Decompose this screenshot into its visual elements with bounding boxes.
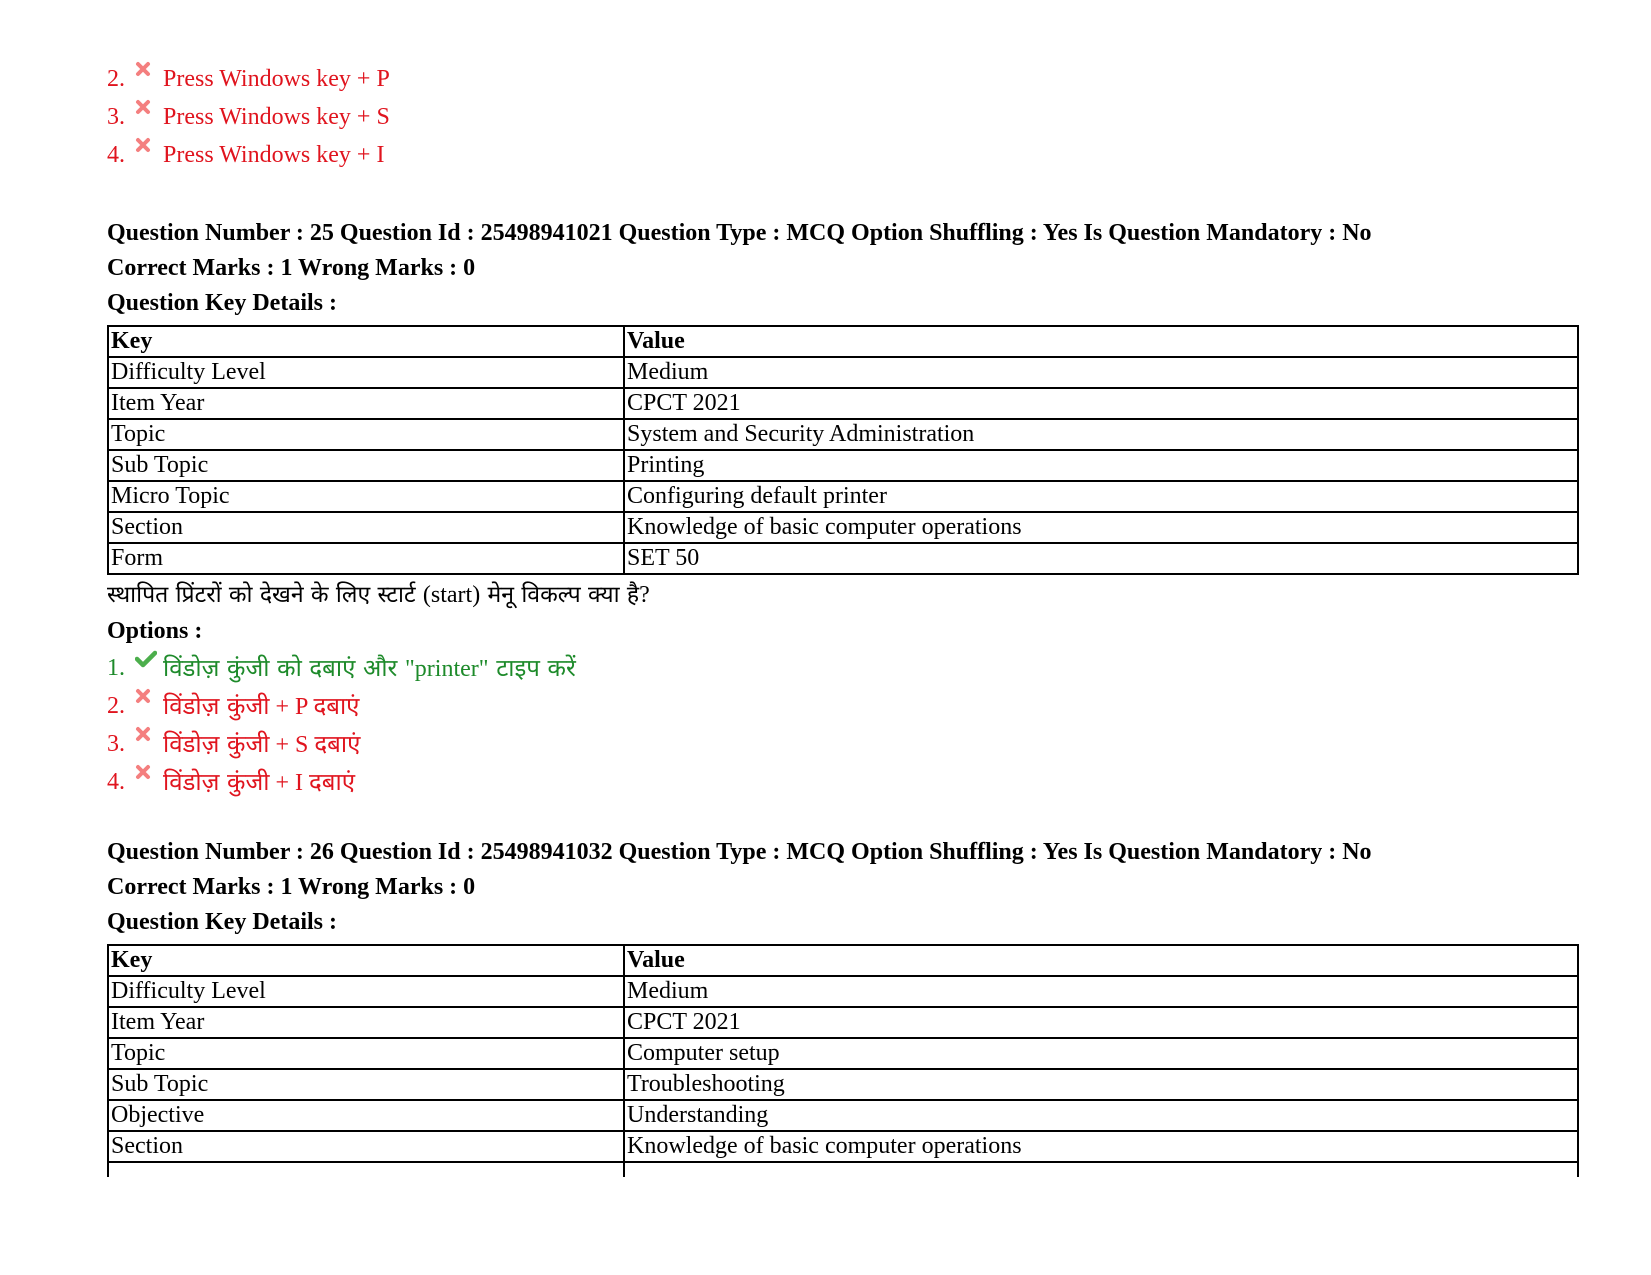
option-item bbox=[107, 725, 1579, 763]
option-text: Press Windows key + S bbox=[163, 104, 390, 130]
option-number: 2. bbox=[107, 66, 125, 92]
option-text-hindi: विंडोज़ कुंजी को दबाएं और bbox=[163, 653, 405, 682]
table-header-row bbox=[108, 945, 1578, 976]
option-text bbox=[163, 687, 359, 726]
row-key: Topic bbox=[108, 1038, 624, 1069]
option-number: 3. bbox=[107, 104, 125, 130]
document-page bbox=[107, 60, 1579, 1177]
option-item bbox=[107, 687, 1579, 725]
table-row bbox=[108, 450, 1578, 481]
row-key: Micro Topic bbox=[108, 481, 624, 512]
column-header-value: Value bbox=[624, 945, 1578, 976]
row-value: Troubleshooting bbox=[624, 1069, 1578, 1100]
row-key: Difficulty Level bbox=[108, 976, 624, 1007]
row-value: CPCT 2021 bbox=[624, 1007, 1578, 1038]
option-number: 4. bbox=[107, 769, 125, 795]
row-value: Understanding bbox=[624, 1100, 1578, 1131]
table-row bbox=[108, 1131, 1578, 1162]
question-text-hindi: मेनू विकल्प क्या है bbox=[480, 582, 640, 608]
option-text bbox=[163, 649, 576, 688]
cross-icon bbox=[135, 726, 163, 750]
row-key: Difficulty Level bbox=[108, 357, 624, 388]
table-row bbox=[108, 388, 1578, 419]
row-key: Topic bbox=[108, 419, 624, 450]
option-text-hindi: दबाएं bbox=[313, 691, 360, 720]
row-key: Item Year bbox=[108, 388, 624, 419]
table-row bbox=[108, 1038, 1578, 1069]
option-item-correct bbox=[107, 649, 1579, 687]
question-marks: Correct Marks : 1 Wrong Marks : 0 bbox=[107, 874, 476, 900]
question-text-english: (start) bbox=[422, 582, 481, 608]
table-row bbox=[108, 1069, 1578, 1100]
previous-options bbox=[107, 60, 1579, 174]
key-details-table bbox=[107, 944, 1579, 1177]
question-marks: Correct Marks : 1 Wrong Marks : 0 bbox=[107, 255, 476, 281]
row-value: Medium bbox=[624, 976, 1578, 1007]
option-text-hindi: विंडोज़ कुंजी bbox=[163, 729, 270, 758]
option-text-english: + I bbox=[269, 769, 310, 796]
option-text-hindi: दबाएं bbox=[309, 767, 355, 796]
option-number: 3. bbox=[107, 731, 125, 757]
row-value: Configuring default printer bbox=[624, 481, 1578, 512]
row-value: Computer setup bbox=[624, 1038, 1578, 1069]
option-text bbox=[163, 763, 355, 802]
cross-icon bbox=[135, 61, 163, 85]
option-number: 1. bbox=[107, 655, 125, 681]
key-details-label: Question Key Details : bbox=[107, 909, 337, 935]
row-key: Section bbox=[108, 1131, 624, 1162]
table-row bbox=[108, 1100, 1578, 1131]
option-item bbox=[107, 98, 1579, 136]
option-text-english: + P bbox=[269, 693, 314, 720]
column-header-key: Key bbox=[108, 326, 624, 357]
option-item bbox=[107, 60, 1579, 98]
option-item bbox=[107, 136, 1579, 174]
option-text-english: + S bbox=[269, 731, 315, 758]
table-row bbox=[108, 1007, 1578, 1038]
question-header: Question Number : 25 Question Id : 25498941021 Question Type : MCQ Option Shuffling : Yes Is Question Mandatory : No bbox=[107, 220, 1372, 246]
table-row bbox=[108, 512, 1578, 543]
table-row bbox=[108, 481, 1578, 512]
option-text: Press Windows key + I bbox=[163, 142, 385, 168]
table-header-row bbox=[108, 326, 1578, 357]
key-details-table bbox=[107, 325, 1579, 575]
row-key: Sub Topic bbox=[108, 450, 624, 481]
row-value: System and Security Administration bbox=[624, 419, 1578, 450]
row-value: Printing bbox=[624, 450, 1578, 481]
cross-icon bbox=[135, 99, 163, 123]
row-value: SET 50 bbox=[624, 543, 1578, 574]
check-icon bbox=[135, 650, 163, 674]
row-key: Item Year bbox=[108, 1007, 624, 1038]
table-row-cut-off bbox=[108, 1162, 1578, 1177]
row-value: Knowledge of basic computer operations bbox=[624, 1131, 1578, 1162]
option-text bbox=[163, 725, 360, 764]
table-row bbox=[108, 357, 1578, 388]
row-value: CPCT 2021 bbox=[624, 388, 1578, 419]
options-label: Options : bbox=[107, 618, 203, 644]
question-mark: ? bbox=[639, 582, 650, 608]
row-value: Knowledge of basic computer operations bbox=[624, 512, 1578, 543]
question-block-25 bbox=[107, 216, 1579, 801]
cross-icon bbox=[135, 764, 163, 788]
row-value: Medium bbox=[624, 357, 1578, 388]
option-text-hindi: विंडोज़ कुंजी bbox=[163, 691, 270, 720]
question-block-26 bbox=[107, 835, 1579, 1177]
option-number: 4. bbox=[107, 142, 125, 168]
option-text-hindi: टाइप करें bbox=[488, 653, 576, 682]
option-text-hindi: दबाएं bbox=[314, 729, 361, 758]
column-header-value: Value bbox=[624, 326, 1578, 357]
table-row bbox=[108, 419, 1578, 450]
table-row bbox=[108, 543, 1578, 574]
cross-icon bbox=[135, 137, 163, 161]
option-text-hindi: विंडोज़ कुंजी bbox=[163, 767, 270, 796]
option-text: Press Windows key + P bbox=[163, 66, 390, 92]
column-header-key: Key bbox=[108, 945, 624, 976]
row-key: Sub Topic bbox=[108, 1069, 624, 1100]
question-header: Question Number : 26 Question Id : 25498941032 Question Type : MCQ Option Shuffling : Yes Is Question Mandatory : No bbox=[107, 839, 1372, 865]
row-key: Form bbox=[108, 543, 624, 574]
key-details-label: Question Key Details : bbox=[107, 290, 337, 316]
row-key: Section bbox=[108, 512, 624, 543]
question-text bbox=[107, 577, 1579, 613]
cross-icon bbox=[135, 688, 163, 712]
option-number: 2. bbox=[107, 693, 125, 719]
table-row bbox=[108, 976, 1578, 1007]
question-text-hindi: स्थापित प्रिंटरों को देखने के लिए स्टार्ट bbox=[107, 582, 423, 608]
row-key: Objective bbox=[108, 1100, 624, 1131]
option-item bbox=[107, 763, 1579, 801]
option-text-english: "printer" bbox=[404, 655, 489, 682]
